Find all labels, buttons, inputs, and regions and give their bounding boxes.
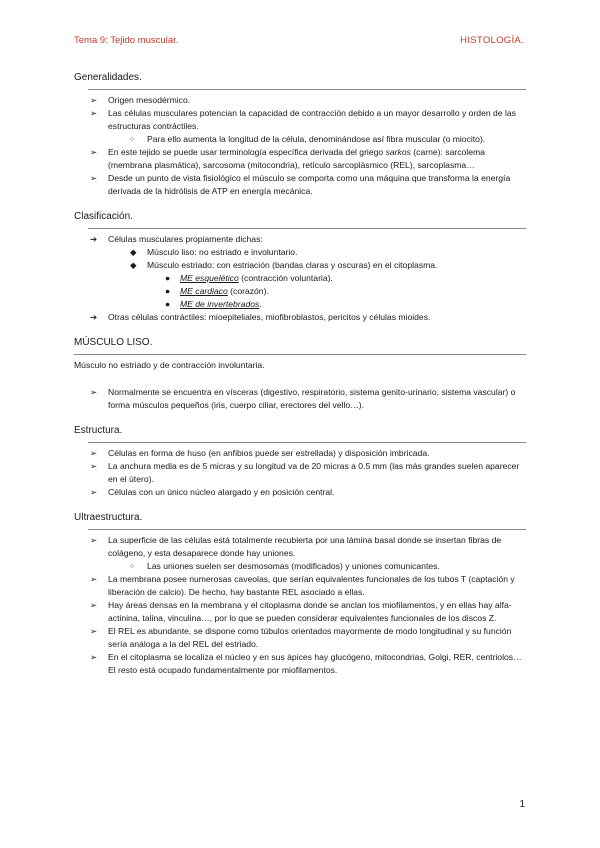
diamond-bullet-icon: ◆ bbox=[130, 247, 137, 257]
arrow-bullet-icon: ➢ bbox=[90, 147, 98, 157]
list-item bbox=[74, 486, 526, 499]
dot-bullet-icon: ● bbox=[165, 286, 171, 296]
greek-term: sarkos bbox=[385, 147, 411, 157]
section-title: MÚSCULO LISO. bbox=[74, 337, 153, 348]
list-item bbox=[74, 447, 526, 460]
term-emphasis: ME cardiaco bbox=[180, 286, 228, 296]
list-item-text: Músculo estriado: con estriación (bandas claras y oscuras) en el citoplasma. bbox=[147, 260, 438, 270]
section-title: Clasificación. bbox=[74, 211, 133, 222]
page-number: 1 bbox=[519, 799, 525, 810]
list-item-text: Desde un punto de vista fisiológico el músculo se comporta como una máquina que transforma la energía derivada de la hidrólisis de ATP en energía mecánica. bbox=[108, 173, 511, 196]
list-item-text: Normalmente se encuentra en vísceras (digestivo, respiratorio, sistema genito-urinario, sistema vascular) o forma músculos pequeños (iris, cuerpo ciliar, erectores del vello…). bbox=[108, 387, 516, 410]
list-item bbox=[74, 298, 526, 311]
list-item-text: Para ello aumenta la longitud de la célula, denominándose así fibra muscular (o miocito). bbox=[147, 134, 486, 144]
dot-bullet-icon: ● bbox=[165, 273, 171, 283]
list-item-text: (corazón). bbox=[230, 286, 269, 296]
list-item bbox=[74, 386, 526, 412]
header-topic: Tema 9: Tejido muscular. bbox=[74, 35, 179, 46]
list-item-text: La membrana posee numerosas caveolas, que serían equivalentes funcionales de los tubos T (captación y liberación de calcio). De hecho, hay bastante REL asociado a ellas. bbox=[108, 574, 515, 597]
section-divider bbox=[88, 89, 526, 90]
arrow-bullet-icon: ➔ bbox=[90, 234, 98, 244]
arrow-bullet-icon: ➢ bbox=[90, 448, 98, 458]
list-item bbox=[74, 599, 526, 625]
dot-bullet-icon: ● bbox=[165, 299, 171, 309]
list-item bbox=[74, 573, 526, 599]
section-title: Ultraestructura. bbox=[74, 512, 143, 523]
list-item-text: La superficie de las células está totalmente recubierta por una lámina basal donde se insertan fibras de colágeno, y esta desaparece donde hay uniones. bbox=[108, 535, 502, 558]
list-item-text: Células en forma de huso (en anfibios puede ser estrellada) y disposición imbricada. bbox=[108, 448, 430, 458]
list-item-text: (contracción voluntaria). bbox=[241, 273, 333, 283]
list-item bbox=[74, 560, 526, 573]
list-item-text: Otras células contráctiles: mioepiteliales, miofibroblastos, pericitos y células mioides. bbox=[108, 312, 431, 322]
list-item-text: Origen mesodérmico. bbox=[108, 95, 191, 105]
arrow-bullet-icon: ➢ bbox=[90, 652, 98, 662]
list-item-text: Células musculares propiamente dichas: bbox=[108, 234, 263, 244]
list-item-text: La anchura media es de 5 micras y su longitud va de 20 micras a 0.5 mm (las más grandes suelen aparecer en el útero). bbox=[108, 461, 520, 484]
arrow-bullet-icon: ➢ bbox=[90, 626, 98, 636]
circle-bullet-icon: ○ bbox=[130, 136, 135, 143]
list-item bbox=[74, 460, 526, 486]
list-item bbox=[74, 133, 526, 146]
arrow-bullet-icon: ➢ bbox=[90, 535, 98, 545]
term-emphasis: ME esquelético bbox=[180, 273, 239, 283]
list-item-text: En el citoplasma se localiza el núcleo y en sus ápices hay glucógeno, mitocondrias, Golgi, RER, centriolos… El resto está ocupado fundamentalmente por miofilamentos. bbox=[108, 652, 522, 675]
bullet-list bbox=[74, 447, 526, 499]
list-item bbox=[74, 534, 526, 560]
list-item-text: Músculo liso: no estriado e involuntario. bbox=[147, 247, 298, 257]
list-item bbox=[74, 107, 526, 133]
diamond-bullet-icon: ◆ bbox=[130, 260, 137, 270]
arrow-bullet-icon: ➔ bbox=[90, 312, 98, 322]
bullet-list bbox=[74, 94, 526, 198]
circle-bullet-icon: ○ bbox=[130, 563, 135, 570]
list-item bbox=[74, 651, 526, 677]
list-item-text: El REL es abundante, se dispone como túbulos orientados mayormente de modo longitudinal y su función sería análoga a la del REL del estriado. bbox=[108, 626, 512, 649]
header-subject: HISTOLOGÍA. bbox=[460, 35, 524, 46]
section-divider bbox=[88, 442, 526, 443]
arrow-bullet-icon: ➢ bbox=[90, 461, 98, 471]
arrow-bullet-icon: ➢ bbox=[90, 600, 98, 610]
document-body bbox=[74, 71, 526, 689]
section-title: Generalidades. bbox=[74, 72, 142, 83]
section-clasificacion bbox=[74, 210, 526, 324]
arrow-bullet-icon: ➢ bbox=[90, 387, 98, 397]
section-estructura bbox=[74, 424, 526, 499]
list-item-text: Las células musculares potencian la capacidad de contracción debido a un mayor desarrollo y orden de las estructuras contráctiles. bbox=[108, 108, 516, 131]
section-generalidades bbox=[74, 71, 526, 198]
bullet-list bbox=[74, 534, 526, 677]
section-divider bbox=[88, 228, 526, 229]
section-divider bbox=[74, 354, 526, 355]
arrow-bullet-icon: ➢ bbox=[90, 173, 98, 183]
list-item bbox=[74, 172, 526, 198]
section-ultraestructura bbox=[74, 511, 526, 677]
list-item-text: En este tejido se puede usar terminología específica derivada del griego bbox=[108, 147, 384, 157]
list-item bbox=[74, 146, 526, 172]
list-item bbox=[74, 94, 526, 107]
list-item bbox=[74, 259, 526, 272]
list-item-text: Células con un único núcleo alargado y en posición central. bbox=[108, 487, 335, 497]
list-item-text: Hay áreas densas en la membrana y el citoplasma donde se anclan los miofilamentos, y en ellas hay alfa-actinina, talina, vinculina…, por lo que se pueden considerar equivalentes funcionales de los discos Z. bbox=[108, 600, 512, 623]
arrow-bullet-icon: ➢ bbox=[90, 95, 98, 105]
list-item bbox=[74, 233, 526, 246]
section-divider bbox=[88, 529, 526, 530]
list-item bbox=[74, 311, 526, 324]
term-emphasis: ME de invertebrados bbox=[180, 299, 260, 309]
list-item-text: . bbox=[259, 299, 262, 309]
section-lead: Músculo no estriado y de contracción involuntaria. bbox=[74, 360, 265, 370]
list-item-text: Las uniones suelen ser desmosomas (modificados) y uniones comunicantes. bbox=[147, 561, 440, 571]
bullet-list bbox=[74, 233, 526, 324]
arrow-bullet-icon: ➢ bbox=[90, 574, 98, 584]
list-item bbox=[74, 625, 526, 651]
section-title: Estructura. bbox=[74, 425, 123, 436]
arrow-bullet-icon: ➢ bbox=[90, 487, 98, 497]
list-item bbox=[74, 246, 526, 259]
bullet-list bbox=[74, 386, 526, 412]
list-item-text: (carne): sarcolema (membrana plasmática), sarcosoma (mitocondria), retículo sarcoplásmico (REL), sarcoplasma… bbox=[108, 147, 485, 170]
list-item bbox=[74, 285, 526, 298]
list-item bbox=[74, 272, 526, 285]
section-musculo-liso bbox=[74, 336, 526, 412]
arrow-bullet-icon: ➢ bbox=[90, 108, 98, 118]
